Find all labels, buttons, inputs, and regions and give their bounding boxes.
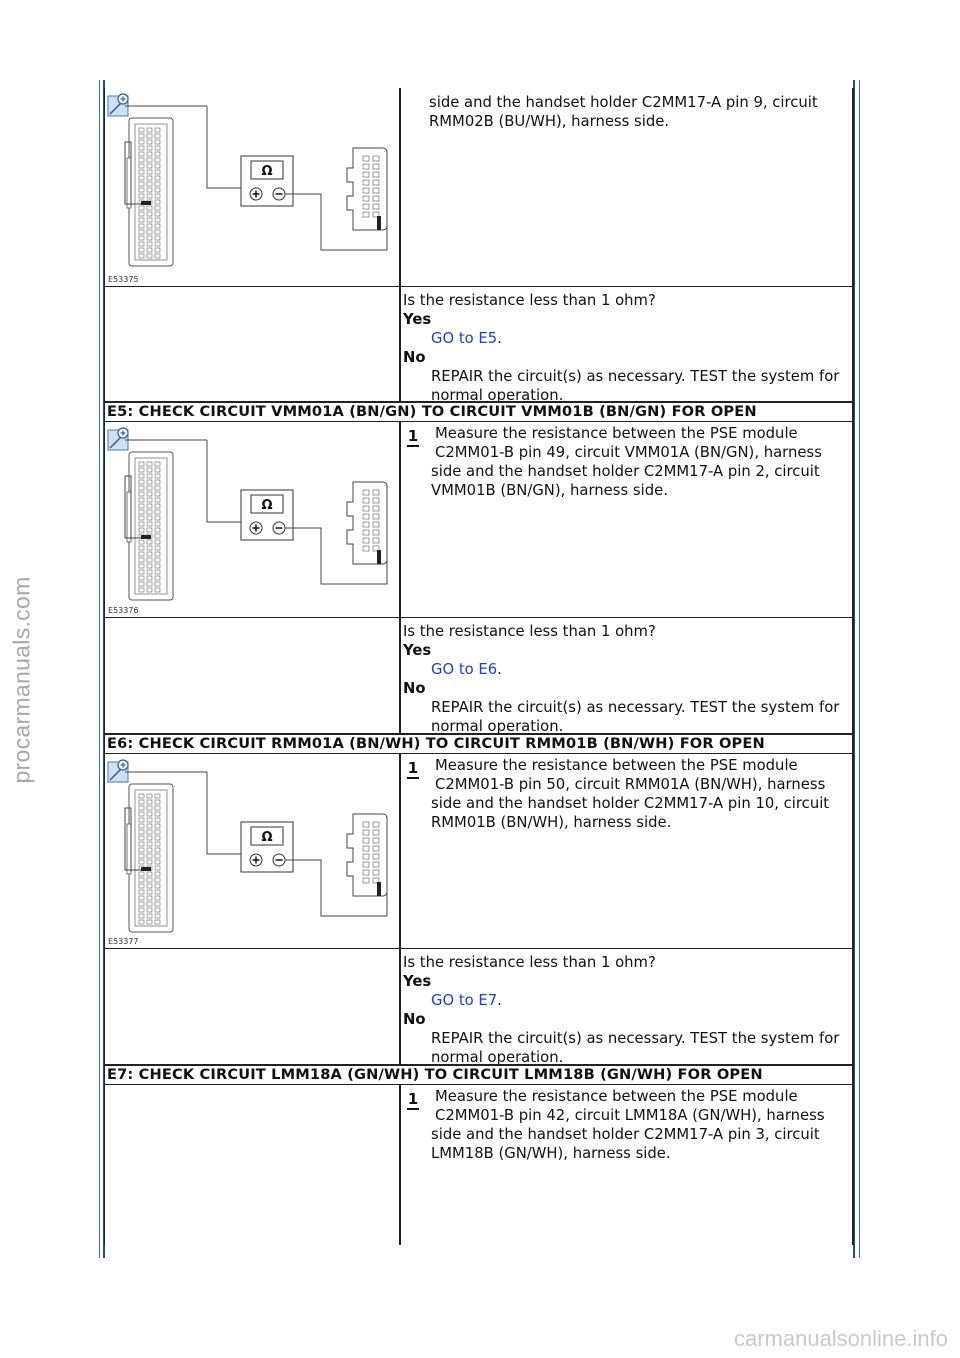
zoom-icon (108, 428, 128, 450)
no-action-text: REPAIR the circuit(s) as necessary. TEST the system for normal operation. (431, 699, 840, 735)
no-action-text: REPAIR the circuit(s) as necessary. TEST the system for normal operation. (431, 1030, 840, 1066)
side-watermark: procarmanuals.com (8, 576, 35, 784)
probe-tip-right (377, 882, 381, 896)
yes-label: Yes (403, 973, 432, 990)
ohmmeter (241, 156, 293, 206)
step-row (104, 422, 854, 618)
wiring-figure[interactable] (105, 88, 399, 286)
figure-cell (105, 422, 401, 617)
result-row (104, 618, 854, 734)
margin-line-right-outer (859, 80, 860, 1258)
wiring-diagram (105, 754, 399, 948)
step-1: 1 Measure the resistance between the PSE module C2MM01-B pin 42, circuit LMM18A (GN/WH), harness side and the handset holder C2MM17-A pin 3, circuit LMM18B (GN/WH), harness side. (407, 1088, 825, 1162)
instruction-cell (401, 1085, 852, 1245)
margin-line-left-outer (99, 80, 100, 1258)
result-cell: Is the resistance less than 1 ohm? Yes GO to E6. No REPAIR the circuit(s) as necessary. TEST the system for normal operation. (401, 618, 852, 733)
step-number: 1 (407, 759, 419, 777)
no-label: No (403, 680, 426, 697)
handset-holder-connector (347, 148, 387, 230)
empty-cell (105, 949, 401, 1064)
section-header-e7: E7: CHECK CIRCUIT LMM18A (GN/WH) TO CIRCUIT LMM18B (GN/WH) FOR OPEN (104, 1065, 854, 1085)
figure-id: E53377 (108, 937, 139, 946)
instruction-cell (401, 88, 852, 286)
zoom-icon (108, 760, 128, 782)
no-action-text: REPAIR the circuit(s) as necessary. TEST the system for normal operation. (431, 368, 840, 404)
no-label: No (403, 349, 426, 366)
result-row (104, 949, 854, 1065)
wiring-diagram (105, 88, 399, 286)
question-text: Is the resistance less than 1 ohm? (403, 292, 656, 309)
handset-holder-connector (347, 482, 387, 564)
instruction-cell (401, 422, 852, 617)
probe-tip-left (141, 201, 151, 205)
question-text: Is the resistance less than 1 ohm? (403, 623, 656, 640)
pse-module-connector (127, 784, 173, 932)
step-row (104, 754, 854, 949)
wiring-figure[interactable] (105, 422, 399, 617)
zoom-icon (108, 94, 128, 116)
probe-tip-right (377, 550, 381, 564)
section-header-e6: E6: CHECK CIRCUIT RMM01A (BN/WH) TO CIRCUIT RMM01B (BN/WH) FOR OPEN (104, 734, 854, 754)
section-header-e5: E5: CHECK CIRCUIT VMM01A (BN/GN) TO CIRCUIT VMM01B (BN/GN) FOR OPEN (104, 402, 854, 422)
figure-cell (105, 754, 401, 948)
probe-tip-left (141, 535, 151, 539)
question-text: Is the resistance less than 1 ohm? (403, 954, 656, 971)
probe-tip-right (377, 216, 381, 230)
probe-tip-left (141, 867, 151, 871)
go-to-e7-link[interactable]: GO to E7 (431, 992, 498, 1009)
step-number: 1 (407, 427, 419, 445)
empty-cell (105, 618, 401, 733)
wiring-figure[interactable] (105, 754, 399, 948)
figure-id: E53376 (108, 606, 139, 615)
ohm-symbol: Ω (261, 164, 273, 179)
wiring-diagram (105, 422, 399, 617)
step-1: 1 Measure the resistance between the PSE module C2MM01-B pin 49, circuit VMM01A (BN/GN), harness side and the handset holder C2MM17-A pin 2, circuit VMM01B (BN/GN), harness side. (407, 425, 822, 499)
no-label: No (403, 1011, 426, 1028)
ohmmeter (241, 490, 293, 540)
step-1: 1 Measure the resistance between the PSE module C2MM01-B pin 50, circuit RMM01A (BN/WH), harness side and the handset holder C2MM17-A pin 10, circuit RMM01B (BN/WH), harness side. (407, 757, 830, 831)
handset-holder-connector (347, 814, 387, 896)
figure-cell (105, 1085, 401, 1245)
go-to-e6-link[interactable]: GO to E6 (431, 661, 498, 678)
result-cell: Is the resistance less than 1 ohm? Yes GO to E7. No REPAIR the circuit(s) as necessary. TEST the system for normal operation. (401, 949, 852, 1064)
yes-label: Yes (403, 311, 432, 328)
pse-module-connector (127, 118, 173, 266)
figure-id: E53375 (108, 275, 139, 284)
step-text: side and the handset holder C2MM17-A pin 9, circuit RMM02B (BU/WH), harness side. (429, 94, 818, 130)
ohmmeter (241, 822, 293, 872)
bottom-watermark: carmanualsonline.info (733, 1326, 948, 1351)
figure-cell (105, 88, 401, 286)
yes-label: Yes (403, 642, 432, 659)
result-row (104, 287, 854, 402)
instruction-cell (401, 754, 852, 948)
ohm-symbol: Ω (261, 830, 273, 845)
procedure-table (104, 88, 854, 1245)
result-cell: Is the resistance less than 1 ohm? Yes GO to E5. No REPAIR the circuit(s) as necessary. TEST the system for normal operation. (401, 287, 852, 401)
go-to-e5-link[interactable]: GO to E5 (431, 330, 498, 347)
ohm-symbol: Ω (261, 498, 273, 513)
pse-module-connector (127, 452, 173, 600)
step-row (104, 88, 854, 287)
step-number: 1 (407, 1090, 419, 1108)
empty-cell (105, 287, 401, 401)
step-row (104, 1085, 854, 1245)
